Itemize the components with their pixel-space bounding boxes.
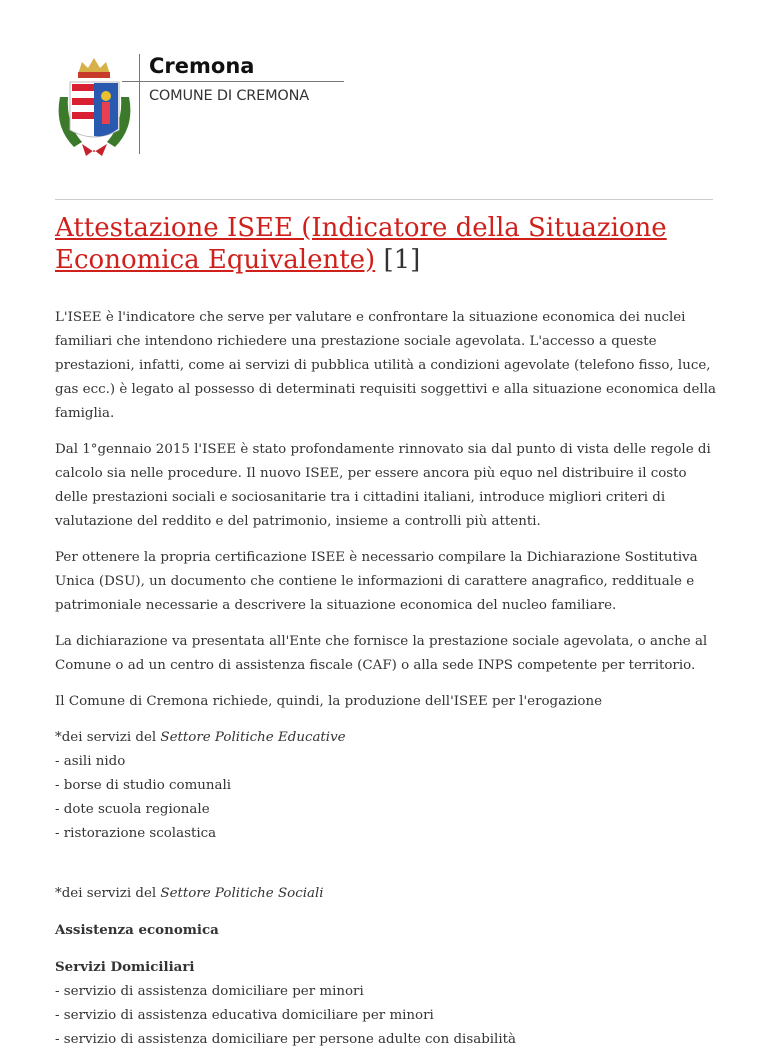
page-title xyxy=(55,212,720,276)
sector-name: Settore Politiche Sociali xyxy=(160,886,324,901)
educative-services xyxy=(55,726,720,846)
list-item: - servizio di assistenza domiciliare per minori xyxy=(55,984,364,999)
divider xyxy=(122,81,344,82)
brand-subtitle: COMUNE DI CREMONA xyxy=(149,88,309,104)
site-header xyxy=(52,52,352,157)
main-content xyxy=(55,212,720,1064)
paragraph: La dichiarazione va presentata all'Ente che fornisce la prestazione sociale agevolata, o anche al Comune o ad un centro di assistenza fiscale (CAF) o alla sede INPS competente per territorio. xyxy=(55,634,708,673)
brand-name: Cremona xyxy=(149,54,255,78)
header-rule xyxy=(55,199,713,200)
coat-of-arms-logo xyxy=(52,52,137,157)
prefix: *dei servizi del xyxy=(55,886,161,901)
list-item: - borse di studio comunali xyxy=(55,778,232,793)
paragraph: Per ottenere la propria certificazione ISEE è necessario compilare la Dichiarazione Sostitutiva Unica (DSU), un documento che contiene le informazioni di carattere anagrafico, reddituale e patrimoniale necessarie a descrivere la situazione economica del nucleo familiare. xyxy=(55,550,698,613)
heading-text: Assistenza economica xyxy=(55,922,219,938)
title-reference: [1] xyxy=(375,245,421,275)
prefix: *dei servizi del xyxy=(55,730,161,745)
paragraph: Dal 1°gennaio 2015 l'ISEE è stato profondamente rinnovato sia dal punto di vista delle regole di calcolo sia nelle procedure. Il nuovo ISEE, per essere ancora più equo nel distribuire il costo delle prestazioni sociali e sociosanitarie tra i cittadini italiani, introduce migliori criteri di valutazione del reddito e del patrimonio, insieme a controlli più attenti. xyxy=(55,442,711,529)
section-heading xyxy=(55,918,720,943)
paragraph: L'ISEE è l'indicatore che serve per valutare e confrontare la situazione economica dei nuclei familiari che intendono richiedere una prestazione sociale agevolata. L'accesso a queste prestazioni, infatti, come ai servizi di pubblica utilità a condizioni agevolate (telefono fisso, luce, gas ecc.) è legato al possesso di determinati requisiti soggettivi e alla situazione economica della famiglia. xyxy=(55,310,716,421)
title-link[interactable]: Attestazione ISEE (Indicatore della Situazione Economica Equivalente) xyxy=(55,213,667,275)
list-item: - dote scuola regionale xyxy=(55,802,210,817)
list-item: - ristorazione scolastica xyxy=(55,826,217,841)
divider xyxy=(139,54,140,154)
list-item: - servizio di assistenza educativa domiciliare per minori xyxy=(55,1008,434,1023)
domiciliary-services xyxy=(55,955,720,1052)
list-item: - servizio di assistenza domiciliare per persone adulte con disabilità xyxy=(55,1032,516,1047)
sector-name: Settore Politiche Educative xyxy=(160,730,346,745)
social-services xyxy=(55,882,720,906)
paragraph: Il Comune di Cremona richiede, quindi, la produzione dell'ISEE per l'erogazione xyxy=(55,694,603,709)
list-item: - asili nido xyxy=(55,754,126,769)
heading-text: Servizi Domiciliari xyxy=(55,959,195,975)
